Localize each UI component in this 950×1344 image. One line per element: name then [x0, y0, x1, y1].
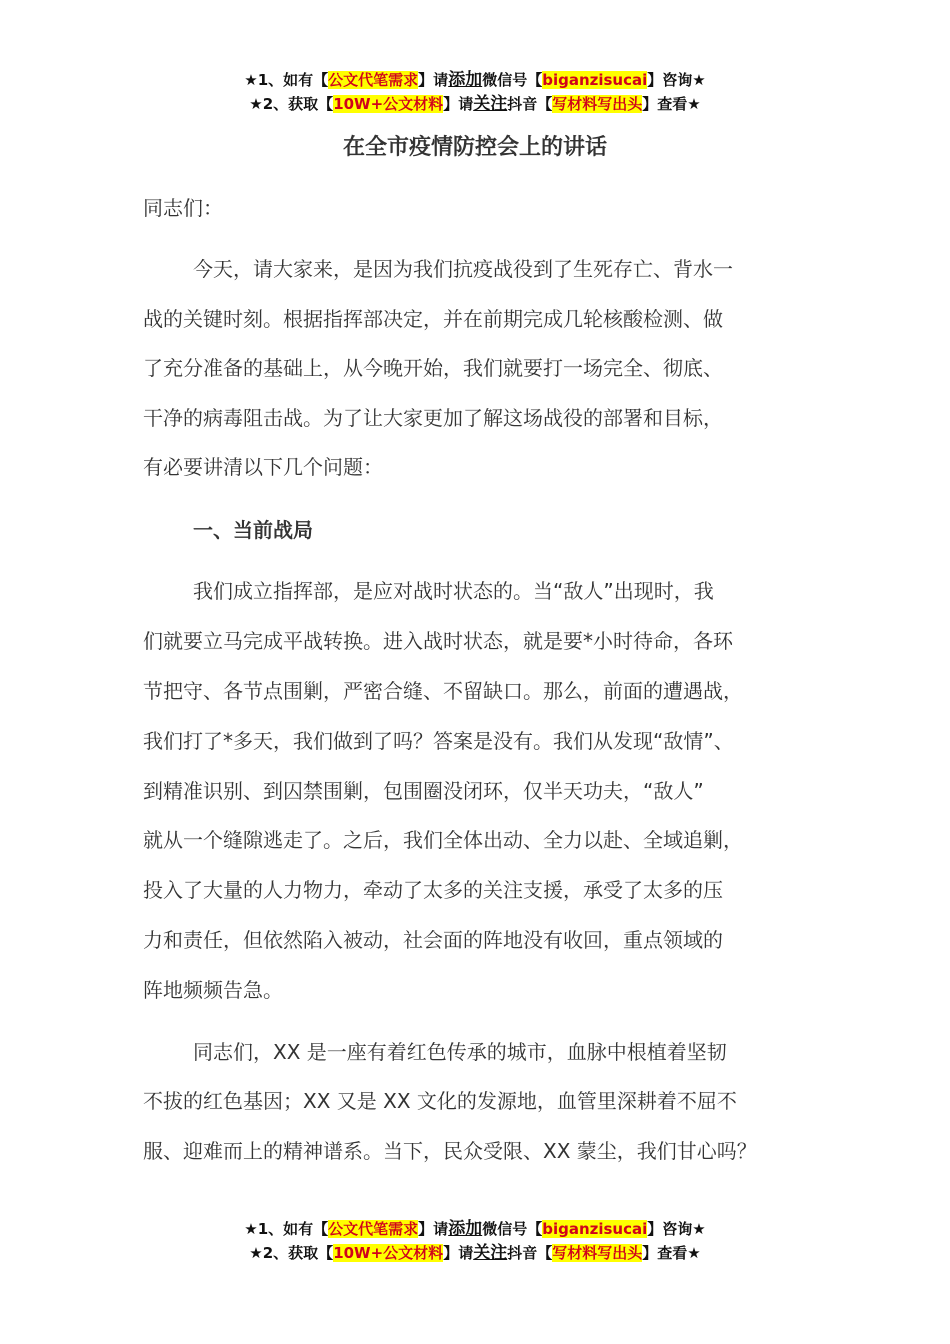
promo-highlight: 10W+公文材料	[333, 1244, 444, 1262]
salutation: 同志们：	[143, 196, 223, 220]
paragraph-2-line: 我们成立指挥部，是应对战时状态的。当“敌人”出现时，我	[193, 579, 714, 603]
promo-line-1	[0, 1217, 950, 1241]
promo-text: 】请	[418, 71, 449, 89]
promo-text: 微信号【	[482, 71, 543, 89]
promo-highlight-wechat: biganzisucai	[542, 71, 648, 89]
promo-highlight-douyin: 写材料写出头	[552, 95, 643, 113]
promo-banner-top	[0, 68, 950, 116]
paragraph-3-line: 服、迎难而上的精神谱系。当下，民众受限、XX 蒙尘，我们甘心吗？	[143, 1139, 757, 1163]
promo-text: 】请	[418, 1220, 449, 1238]
promo-text: 】咨询★	[647, 1220, 706, 1238]
promo-emphasis: 关注	[473, 94, 508, 114]
paragraph-2-line: 我们打了*多天，我们做到了吗？答案是没有。我们从发现“敌情”、	[143, 729, 734, 753]
promo-text: 】请	[443, 95, 474, 113]
paragraph-3-line: 同志们，XX 是一座有着红色传承的城市，血脉中根植着坚韧	[193, 1040, 727, 1064]
promo-text: 】查看★	[642, 95, 701, 113]
paragraph-1-line: 今天，请大家来，是因为我们抗疫战役到了生死存亡、背水一	[193, 257, 733, 281]
promo-text: 抖音【	[507, 95, 553, 113]
section-heading-1: 一、当前战局	[193, 518, 313, 542]
document-title: 在全市疫情防控会上的讲话	[342, 135, 607, 160]
promo-emphasis: 关注	[473, 1243, 508, 1263]
promo-text: ★2、获取【	[249, 1244, 334, 1262]
promo-highlight: 公文代笔需求	[328, 71, 419, 89]
promo-text: 抖音【	[507, 1244, 553, 1262]
paragraph-1-line: 战的关键时刻。根据指挥部决定，并在前期完成几轮核酸检测、做	[143, 307, 723, 331]
paragraph-2-line: 力和责任，但依然陷入被动，社会面的阵地没有收回，重点领域的	[143, 928, 723, 952]
paragraph-2-line: 投入了大量的人力物力，牵动了太多的关注支援，承受了太多的压	[143, 878, 723, 902]
promo-line-2	[0, 1241, 950, 1265]
paragraph-2-line: 们就要立马完成平战转换。进入战时状态，就是要*小时待命，各环	[143, 629, 733, 653]
promo-text: ★2、获取【	[249, 95, 334, 113]
promo-text: 】请	[443, 1244, 474, 1262]
paragraph-2-line: 到精准识别、到囚禁围剿，包围圈没闭环，仅半天功夫，“敌人”	[143, 779, 704, 803]
promo-banner-bottom	[0, 1217, 950, 1265]
promo-highlight: 10W+公文材料	[333, 95, 444, 113]
promo-highlight-douyin: 写材料写出头	[552, 1244, 643, 1262]
paragraph-2-line: 就从一个缝隙逃走了。之后，我们全体出动、全力以赴、全域追剿，	[143, 828, 743, 852]
promo-emphasis: 添加	[448, 1219, 483, 1239]
promo-text: 微信号【	[482, 1220, 543, 1238]
paragraph-1-line: 干净的病毒阻击战。为了让大家更加了解这场战役的部署和目标，	[143, 406, 723, 430]
promo-text: 】查看★	[642, 1244, 701, 1262]
paragraph-2-line: 节把守、各节点围剿，严密合缝、不留缺口。那么，前面的遭遇战，	[143, 679, 743, 703]
paragraph-3-line: 不拔的红色基因；XX 又是 XX 文化的发源地，血管里深耕着不屈不	[143, 1089, 737, 1113]
promo-text: ★1、如有【	[244, 71, 329, 89]
paragraph-1-line: 有必要讲清以下几个问题：	[143, 455, 383, 479]
promo-line-2	[0, 92, 950, 116]
paragraph-1-line: 了充分准备的基础上，从今晚开始，我们就要打一场完全、彻底、	[143, 356, 723, 380]
paragraph-2-line: 阵地频频告急。	[143, 978, 283, 1002]
promo-line-1	[0, 68, 950, 92]
promo-emphasis: 添加	[448, 70, 483, 90]
promo-highlight-wechat: biganzisucai	[542, 1220, 648, 1238]
promo-highlight: 公文代笔需求	[328, 1220, 419, 1238]
promo-text: ★1、如有【	[244, 1220, 329, 1238]
promo-text: 】咨询★	[647, 71, 706, 89]
